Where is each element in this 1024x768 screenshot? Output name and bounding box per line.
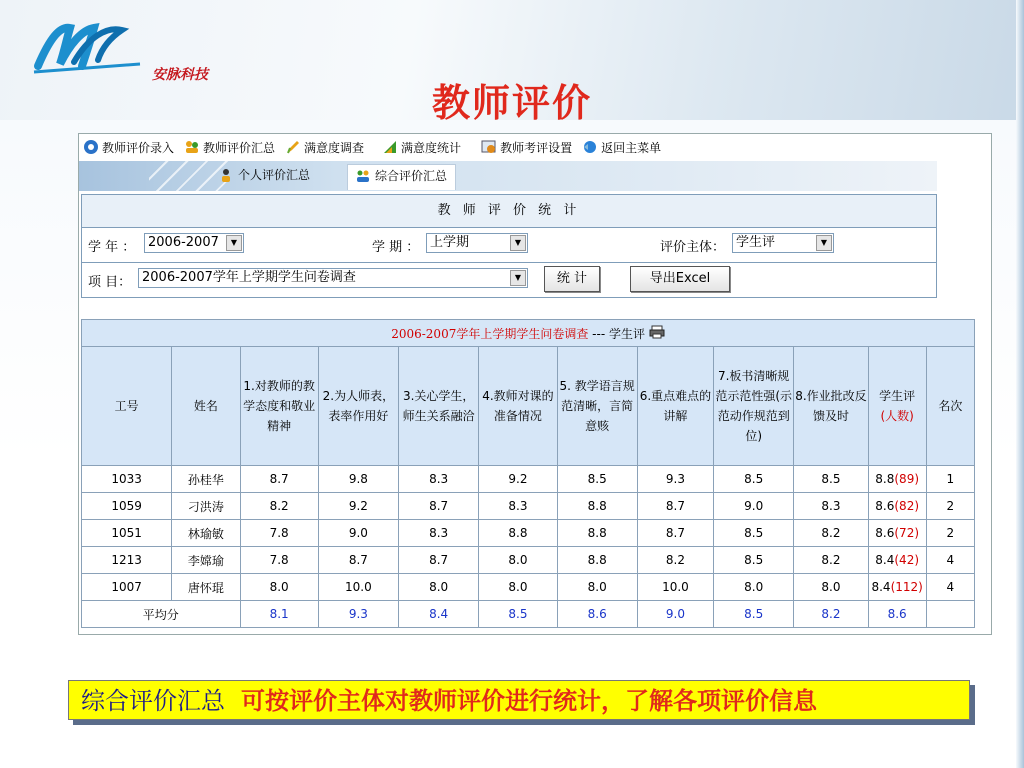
avg-cell: 8.6 — [868, 601, 926, 628]
avg-cell: 8.4 — [399, 601, 479, 628]
student-score-value: 8.6 — [875, 526, 895, 540]
cell-score: 8.7 — [399, 493, 479, 520]
summary-banner — [68, 680, 970, 720]
printer-icon[interactable] — [649, 325, 665, 339]
student-score-value: 8.4 — [875, 553, 895, 567]
stats-form — [81, 194, 937, 298]
caption-survey-name: 2006-2007学年上学期学生问卷调查 — [391, 326, 589, 341]
col-header-item7: 7.板书清晰规范示范性强(示范动作规范到位) — [714, 347, 794, 466]
col-header-item6: 6.重点难点的讲解 — [637, 347, 713, 466]
student-count-value: (89) — [894, 472, 920, 486]
cell-student-score — [868, 493, 926, 520]
student-score-value: 8.4 — [871, 580, 891, 594]
cell-name: 李嫦瑜 — [172, 547, 240, 574]
col-header-name: 姓名 — [172, 347, 240, 466]
caption-subject: --- 学生评 — [588, 326, 645, 341]
average-row — [82, 601, 975, 628]
group-icon — [356, 169, 370, 183]
cell-score: 9.8 — [318, 466, 398, 493]
subject-select-value: 学生评 — [736, 235, 776, 250]
cell-student-score — [868, 547, 926, 574]
col-header-item3: 3.关心学生，师生关系融洽 — [399, 347, 479, 466]
col-header-student-score — [868, 347, 926, 466]
logo-text: 安脉科技 — [152, 67, 208, 83]
summary-title: 综合评价汇总 — [81, 687, 225, 715]
chevron-down-icon: ▼ — [226, 235, 242, 251]
term-label: 学 期 ： — [372, 240, 420, 255]
cell-score: 8.7 — [399, 547, 479, 574]
col-header-rank: 名次 — [926, 347, 974, 466]
project-select[interactable] — [138, 268, 528, 288]
cell-name: 唐怀琨 — [172, 574, 240, 601]
student-score-value: 8.6 — [875, 499, 895, 513]
cell-student-score — [868, 466, 926, 493]
tab-label: 综合评价汇总 — [375, 169, 448, 183]
table-row — [82, 547, 975, 574]
export-excel-button[interactable]: 导出Excel — [630, 266, 730, 292]
stat-button[interactable]: 统 计 — [544, 266, 600, 292]
avg-cell: 8.5 — [714, 601, 794, 628]
return-icon — [582, 139, 598, 155]
cell-score: 10.0 — [318, 574, 398, 601]
menu-item-satisfaction-stats[interactable] — [382, 139, 461, 156]
summary-description: 可按评价主体对教师评价进行统计，了解各项评价信息 — [241, 686, 817, 715]
avg-cell: 8.1 — [240, 601, 318, 628]
cell-score: 8.5 — [794, 466, 868, 493]
evaluation-table — [81, 319, 975, 628]
student-count-value: (112) — [890, 580, 923, 594]
cell-score: 8.2 — [637, 547, 713, 574]
cell-student-score — [868, 520, 926, 547]
col-header-item4: 4.教师对课的准备情况 — [479, 347, 557, 466]
project-label: 项 目： — [88, 275, 132, 290]
cell-score: 7.8 — [240, 520, 318, 547]
cell-rank: 4 — [926, 574, 974, 601]
cell-rank: 1 — [926, 466, 974, 493]
cell-score: 9.2 — [318, 493, 398, 520]
cell-rank: 2 — [926, 520, 974, 547]
avg-cell: 9.0 — [637, 601, 713, 628]
menu-item-return-main[interactable] — [582, 139, 661, 156]
col-header-item8: 8.作业批改反馈及时 — [794, 347, 868, 466]
student-count-value: (82) — [894, 499, 920, 513]
term-select-value: 上学期 — [430, 235, 470, 250]
avg-rank-empty — [926, 601, 974, 628]
cell-score: 8.5 — [557, 466, 637, 493]
table-row — [82, 520, 975, 547]
cell-score: 8.5 — [714, 466, 794, 493]
year-select[interactable] — [144, 233, 244, 253]
table-caption-row — [82, 320, 975, 347]
cell-score: 8.0 — [794, 574, 868, 601]
menu-item-teacher-eval-entry[interactable] — [83, 139, 174, 156]
cell-score: 8.5 — [714, 520, 794, 547]
menu-item-label: 满意度统计 — [401, 140, 462, 155]
table-row — [82, 574, 975, 601]
cell-score: 8.7 — [240, 466, 318, 493]
cell-name: 林瑜敏 — [172, 520, 240, 547]
col-header-student-score-label: 学生评 — [879, 389, 916, 403]
table-header-row — [82, 347, 975, 466]
col-header-item1: 1.对教师的教学态度和敬业精神 — [240, 347, 318, 466]
app-window — [78, 133, 992, 635]
cell-score: 8.0 — [479, 547, 557, 574]
avg-cell: 8.2 — [794, 601, 868, 628]
cell-score: 8.0 — [479, 574, 557, 601]
col-header-item5: 5. 教学语言规范清晰，言简意赅 — [557, 347, 637, 466]
subject-select[interactable] — [732, 233, 834, 253]
project-select-value: 2006-2007学年上学期学生问卷调查 — [142, 270, 356, 285]
globe-icon — [83, 139, 99, 155]
cell-score: 8.2 — [794, 520, 868, 547]
student-count-value: (72) — [894, 526, 920, 540]
cell-score: 8.2 — [794, 547, 868, 574]
chevron-down-icon: ▼ — [510, 270, 526, 286]
tab-label: 个人评价汇总 — [238, 168, 311, 182]
cell-id: 1051 — [82, 520, 172, 547]
person-icon — [219, 168, 233, 182]
cell-id: 1033 — [82, 466, 172, 493]
menu-item-label: 教师评价录入 — [102, 140, 175, 155]
menu-item-label: 满意度调查 — [304, 140, 365, 155]
year-select-value: 2006-2007 — [148, 235, 219, 250]
avg-cell: 8.5 — [479, 601, 557, 628]
form-row-period — [82, 228, 936, 263]
cell-score: 9.2 — [479, 466, 557, 493]
cell-rank: 2 — [926, 493, 974, 520]
chart-icon — [382, 139, 398, 155]
top-menu-bar — [79, 134, 937, 160]
tab-bar — [79, 161, 937, 191]
cell-score: 8.3 — [794, 493, 868, 520]
avg-cell: 8.6 — [557, 601, 637, 628]
table-body — [82, 466, 975, 601]
cell-rank: 4 — [926, 547, 974, 574]
slide-title: 教师评价 — [431, 80, 592, 125]
col-header-count-label: (人数) — [880, 409, 914, 423]
tab-bar-decoration — [149, 161, 229, 191]
menu-item-assessment-settings[interactable] — [481, 139, 572, 156]
table-row — [82, 493, 975, 520]
cell-score: 8.5 — [714, 547, 794, 574]
cell-score: 8.8 — [557, 493, 637, 520]
menu-item-label: 返回主菜单 — [601, 140, 662, 155]
cell-score: 8.3 — [399, 520, 479, 547]
cell-name: 刁洪涛 — [172, 493, 240, 520]
cell-score: 8.0 — [557, 574, 637, 601]
cell-score: 8.7 — [318, 547, 398, 574]
cell-student-score — [868, 574, 926, 601]
cell-score: 9.0 — [714, 493, 794, 520]
cell-score: 9.3 — [637, 466, 713, 493]
cell-score: 8.7 — [637, 520, 713, 547]
cell-score: 8.2 — [240, 493, 318, 520]
cell-score: 8.7 — [637, 493, 713, 520]
cell-score: 7.8 — [240, 547, 318, 574]
cell-score: 8.8 — [557, 520, 637, 547]
pen-icon — [285, 139, 301, 155]
cell-id: 1007 — [82, 574, 172, 601]
tab-overall-summary[interactable] — [347, 164, 456, 190]
term-select[interactable] — [426, 233, 528, 253]
settings-icon — [481, 139, 497, 155]
tab-personal-summary[interactable] — [219, 166, 310, 183]
menu-item-label: 教师考评设置 — [500, 140, 573, 155]
table-caption — [82, 320, 975, 347]
cell-score: 8.0 — [714, 574, 794, 601]
cell-score: 8.3 — [399, 466, 479, 493]
col-header-item2: 2.为人师表，表率作用好 — [318, 347, 398, 466]
cell-id: 1059 — [82, 493, 172, 520]
cell-score: 10.0 — [637, 574, 713, 601]
cell-id: 1213 — [82, 547, 172, 574]
menu-item-satisfaction-survey[interactable] — [285, 139, 364, 156]
chevron-down-icon: ▼ — [816, 235, 832, 251]
cell-score: 8.3 — [479, 493, 557, 520]
cell-score: 8.0 — [240, 574, 318, 601]
table-row — [82, 466, 975, 493]
people-icon — [184, 139, 200, 155]
cell-score: 9.0 — [318, 520, 398, 547]
col-header-id: 工号 — [82, 347, 172, 466]
student-count-value: (42) — [894, 553, 920, 567]
form-row-project — [82, 263, 936, 297]
menu-item-teacher-eval-summary[interactable] — [184, 139, 275, 156]
cell-score: 8.0 — [399, 574, 479, 601]
menu-item-label: 教师评价汇总 — [203, 140, 276, 155]
avg-cell: 9.3 — [318, 601, 398, 628]
year-label: 学 年 ： — [88, 240, 136, 255]
student-score-value: 8.8 — [875, 472, 895, 486]
form-heading: 教 师 评 价 统 计 — [82, 195, 936, 228]
avg-label: 平均分 — [82, 601, 241, 628]
logo-mark-icon — [30, 18, 150, 78]
chevron-down-icon: ▼ — [510, 235, 526, 251]
cell-score: 8.8 — [557, 547, 637, 574]
subject-label: 评价主体： — [660, 240, 726, 255]
cell-score: 8.8 — [479, 520, 557, 547]
cell-name: 孙桂华 — [172, 466, 240, 493]
